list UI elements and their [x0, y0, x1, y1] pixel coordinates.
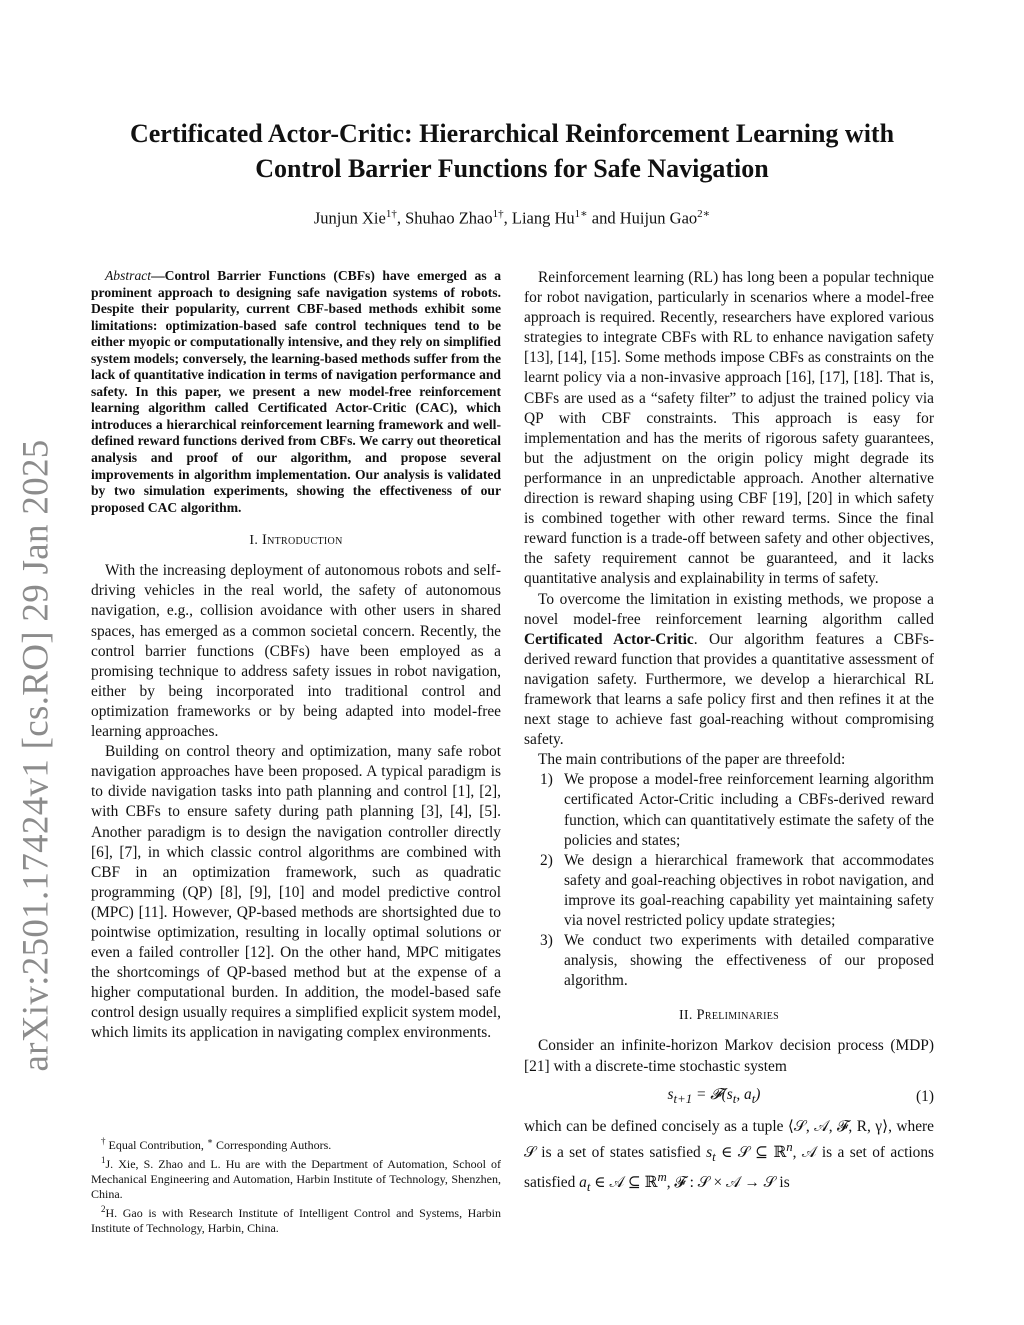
- list-text: We conduct two experiments with detailed comparative analysis, showing the effectiveness of our proposed algorithm.: [564, 932, 934, 990]
- author-mark: 1†: [385, 208, 397, 220]
- list-item: [524, 770, 934, 850]
- proposal-text: . Our algorithm features a CBFs-derived reward function that provides a quantitative assessment of navigation safety. Furthermore, we develop a hierarchical RL framework that learns a safe policy first and then refines it at the next stage to achieve fast goal-reaching without compromising safety.: [524, 630, 934, 749]
- proposal-paragraph: [524, 590, 934, 751]
- intro-paragraph-1: With the increasing deployment of autonomous robots and self-driving vehicles in the real world, the safety of autonomous navigation, e.g., collision avoidance with other users in shared spaces, has emerged as a common societal concern. Recently, the control barrier functions (CBFs) have been employed as a promising technique to address safety issues in robot navigation, either by being incorporated into traditional control and optimization frameworks or by being adapted into model-free learning approaches.: [91, 562, 501, 741]
- math-symbol: s: [706, 1144, 713, 1162]
- section-numeral: I.: [249, 533, 259, 549]
- arxiv-identifier-stamp: [6, 255, 66, 1255]
- footnote-mark: 2: [101, 1204, 106, 1214]
- footnote-affiliation-2: [91, 1202, 501, 1236]
- contributions-list: [524, 770, 934, 991]
- author-sep: and: [587, 208, 620, 228]
- list-item: [524, 931, 934, 991]
- footnote-mark: ∗: [206, 1136, 213, 1146]
- footnote-contribution: [91, 1134, 501, 1153]
- list-text: We design a hierarchical framework that accommodates safety and goal-reaching objectives in robot navigation, and improve its goal-reaching capability yet maintaining safety via novel restricted policy update strategies;: [564, 851, 934, 929]
- author-sep: ,: [396, 208, 406, 228]
- rl-paragraph: Reinforcement learning (RL) has long been a popular technique for robot navigation, particularly in scenarios where a model-free approach is required. Recently, researchers have explored various strategies to integrate CBFs with RL to enhance navigation safety [13], [14], [15]. Some methods impose CBFs as constraints on the learnt policy via a non-invasive approach [16], [17], [18]. That is, CBFs are used as a “safety filter” to adjust the trained policy via QP with CBF constraints. This approach is easy for implementation and has the merits of rigorous safety guarantees, but the adjustment on the origin policy might degrade its performance in an unpredictable approach. Another alternative direction is reward shaping using CBF [19], [20] in which safety is combined together with other reward terms. Since the final reward function is a trade-off between safety and other objectives, the safety requirement cannot be guaranteed, and it lacks quantitative analysis and explainability in terms of safety.: [524, 269, 934, 588]
- math-symbol: a: [579, 1174, 587, 1192]
- arxiv-identifier-text: arXiv:2501.17424v1 [cs.RO] 29 Jan 2025: [15, 438, 57, 1072]
- list-number: 3): [540, 932, 553, 950]
- eq-subscript: t+1: [673, 1091, 693, 1106]
- author-mark: 2∗: [697, 208, 711, 220]
- eq-symbol: ): [755, 1085, 761, 1103]
- intro-paragraph-2: Building on control theory and optimization, many safe robot navigation approaches have been proposed. A typical paradigm is to divide navigation tasks into path planning and control [1], [2], with CBFs to ensure safety during path planning [3], [4], [5]. Another paradigm is to design the navigation controller directly [6], [7], in which classic control algorithms are combined with CBF in an optimization framework, such as quadratic programming (QP) [8], [9], [10] and model predictive control (MPC) [11]. However, QP-based methods are shortsighted due to pointwise optimization, resulting in locally optimal solutions or even a failed controller [12]. On the other hand, MPC mitigates the shortcomings of QP-based method but at the expense of a higher computational burden. In addition, the model-based safe control design usually requires a simplified explicit system model, which limits its application in navigating complex environments.: [91, 743, 501, 1042]
- eq-subscript: t: [732, 1091, 737, 1106]
- footnote-mark: 1: [101, 1155, 106, 1165]
- author-name: Shuhao Zhao: [405, 208, 493, 228]
- section-heading-introduction: [91, 530, 501, 551]
- proposal-text: To overcome the limitation in existing methods, we propose a novel model-free reinforcement learning algorithm called: [524, 590, 934, 628]
- title-line-2: Control Barrier Functions for Safe Navigation: [255, 154, 769, 183]
- footnotes: [91, 1134, 501, 1236]
- algorithm-name: Certificated Actor-Critic: [524, 630, 694, 648]
- title-line-1: Certificated Actor-Critic: Hierarchical Reinforcement Learning with: [129, 119, 895, 148]
- preliminaries-paragraph-2: [524, 1117, 934, 1198]
- math-subscript: t: [586, 1180, 591, 1195]
- author-mark: 1∗: [574, 208, 588, 220]
- footnote-affiliation-1: [91, 1153, 501, 1202]
- left-column: [91, 268, 501, 1044]
- footnote-text: Equal Contribution,: [105, 1138, 207, 1152]
- eq-symbol: , a: [736, 1085, 752, 1103]
- abstract-label: Abstract: [105, 268, 152, 283]
- equation-1: [524, 1085, 934, 1109]
- eq-symbol: = 𝓕(s: [692, 1085, 733, 1103]
- abstract-dash: —: [151, 268, 165, 283]
- footnote-mark: †: [101, 1136, 106, 1146]
- equation-body: [524, 1085, 904, 1109]
- author-name: Huijun Gao: [619, 208, 698, 228]
- prelim-text: , 𝒜 is a set of actions satisfied: [524, 1144, 935, 1192]
- section-heading-preliminaries: [524, 1005, 934, 1026]
- prelim-text: , 𝓕 : 𝒮 × 𝒜 → 𝒮 is: [666, 1174, 790, 1192]
- math-superscript: m: [657, 1170, 667, 1185]
- author-name: Liang Hu: [511, 208, 575, 228]
- section-title: Preliminaries: [696, 1007, 780, 1024]
- prelim-text: which can be defined concisely as a tuple ⟨𝒮, 𝒜, 𝓕, R, γ⟩, where 𝒮 is a set of states satisfied: [524, 1117, 934, 1162]
- contributions-intro: The main contributions of the paper are threefold:: [538, 751, 846, 769]
- list-item: [524, 851, 934, 931]
- section-title: Introduction: [261, 532, 343, 549]
- list-number: 2): [540, 851, 553, 869]
- footnote-text: Corresponding Authors.: [212, 1138, 332, 1152]
- author-sep: ,: [503, 208, 512, 228]
- paper-title: [100, 116, 924, 186]
- eq-symbol: s: [667, 1085, 674, 1103]
- footnote-text: J. Xie, S. Zhao and L. Hu are with the Department of Automation, School of Mechanical Engineering and Automation, Harbin Institute of Technology, Shenzhen, China.: [91, 1157, 501, 1201]
- prelim-text: ∈ 𝒮 ⊆ ℝ: [715, 1144, 787, 1162]
- abstract: [91, 268, 501, 516]
- abstract-text: Control Barrier Functions (CBFs) have emerged as a prominent approach to designing safe navigation systems of robots. Despite their popularity, current CBF-based methods exhibit some limitations: optimization-based safe control techniques tend to be either myopic or computationally intensive, and they rely on simplified system models; conversely, the learning-based methods suffer from the lack of quantitative indication in terms of navigation performance and safety. In this paper, we present a new model-free reinforcement learning algorithm called Certificated Actor-Critic (CAC), which introduces a hierarchical reinforcement learning framework and well-defined reward functions derived from CBFs. We carry out theoretical analysis and proof of our algorithm, and propose several improvements in algorithm implementation. Our analysis is validated by two simulation experiments, showing the effectiveness of our proposed CAC algorithm.: [91, 268, 501, 515]
- author-list: [100, 207, 924, 229]
- section-numeral: II.: [678, 1008, 693, 1024]
- right-column: [524, 268, 934, 1198]
- math-superscript: n: [786, 1139, 793, 1154]
- math-subscript: t: [712, 1150, 716, 1165]
- equation-number: (1): [916, 1087, 934, 1105]
- prelim-text: ∈ 𝒜 ⊆ ℝ: [590, 1174, 658, 1192]
- preliminaries-paragraph-1: Consider an infinite-horizon Markov decision process (MDP) [21] with a discrete-time stochastic system: [524, 1037, 934, 1075]
- eq-subscript: t: [751, 1091, 756, 1106]
- author-mark: 1†: [492, 208, 504, 220]
- list-text: We propose a model-free reinforcement learning algorithm certificated Actor-Critic including a CBFs-derived reward function, which can quantitatively estimate the safety of the policies and states;: [564, 771, 934, 849]
- author-name: Junjun Xie: [313, 208, 386, 228]
- footnote-text: H. Gao is with Research Institute of Intelligent Control and Systems, Harbin Institute of Technology, Harbin, China.: [91, 1206, 501, 1235]
- list-number: 1): [540, 771, 553, 789]
